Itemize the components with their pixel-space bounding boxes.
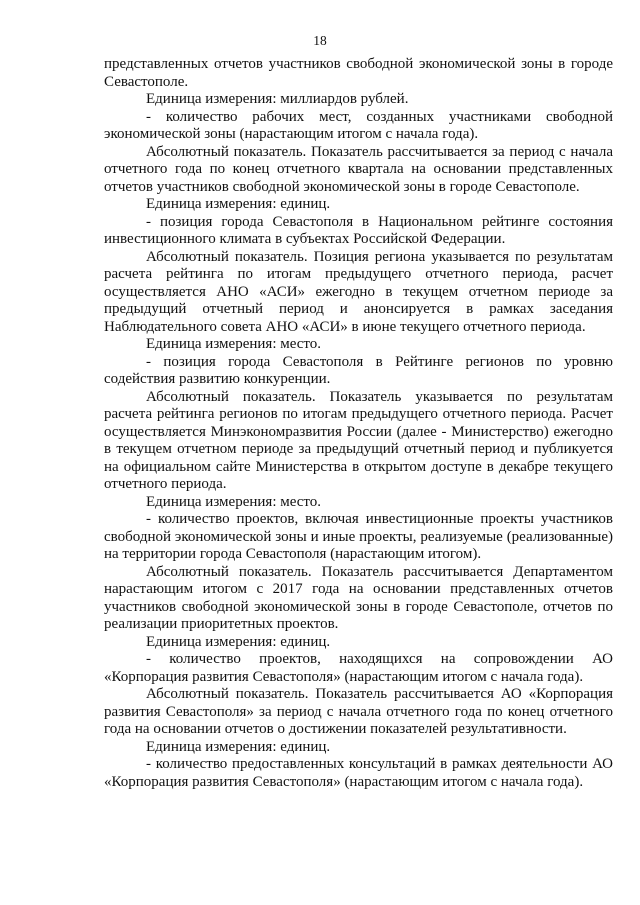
- paragraph: Абсолютный показатель. Показатель указывается по результатам расчета рейтинга регионов по итогам предыдущего отчетного периода. Расчет осуществляется Минэкономразвития России (далее - Министерство) ежегодно в текущем отчетном периоде за предыдущий отчетный период и публикуется на официальном сайте Министерства в открытом доступе в декабре текущего отчетного периода.: [104, 388, 613, 492]
- paragraph: Единица измерения: единиц.: [146, 738, 331, 755]
- paragraph: Единица измерения: место.: [146, 336, 322, 352]
- paragraph: Единица измерения: миллиардов рублей.: [146, 91, 409, 107]
- document-body: [104, 56, 613, 791]
- paragraph: Единица измерения: место.: [146, 493, 322, 510]
- paragraph: - количество предоставленных консультаций в рамках деятельности АО «Корпорация развития Севастополя» (нарастающим итогом с начала года).: [104, 756, 613, 790]
- page-number: 18: [313, 33, 327, 48]
- paragraph: представленных отчетов участников свободной экономической зоны в городе Севастополе.: [104, 56, 613, 90]
- paragraph: Единица измерения: единиц.: [146, 633, 331, 650]
- paragraph: Абсолютный показатель. Позиция региона указывается по результатам расчета рейтинга по итогам предыдущего отчетного периода, расчет осуществляется АНО «АСИ» ежегодно в текущем отчетном периоде за предыдущий отчетный период и анонсируется в рамках заседания Наблюдательного совета АНО «АСИ» в июне текущего отчетного периода.: [104, 248, 613, 335]
- paragraph: Единица измерения: единиц.: [146, 196, 331, 212]
- paragraph: - позиция города Севастополя в Рейтинге регионов по уровню содействия развитию конкуренции.: [104, 353, 613, 387]
- paragraph: - количество проектов, находящихся на сопровождении АО «Корпорация развития Севастополя» (нарастающим итогом с начала года).: [104, 651, 613, 685]
- paragraph: - количество проектов, включая инвестиционные проекты участников свободной экономической зоны и иные проекты, реализуемые (реализованные) на территории города Севастополя (нарастающим итогом).: [104, 511, 613, 562]
- paragraph: Абсолютный показатель. Показатель рассчитывается Департаментом нарастающим итогом с 2017 года на основании представленных отчетов участников свободной экономической зоны в городе Севастополе, отчетов по реализации приоритетных проектов.: [104, 563, 613, 632]
- paragraph: - количество рабочих мест, созданных участниками свободной экономической зоны (нарастающим итогом с начала года).: [104, 108, 613, 142]
- paragraph: Абсолютный показатель. Показатель рассчитывается АО «Корпорация развития Севастополя» за период с начала отчетного года по конец отчетного года на основании отчетов о достижении показателей результативности.: [104, 686, 613, 737]
- paragraph: Абсолютный показатель. Показатель рассчитывается за период с начала отчетного года по конец отчетного квартала на основании представленных отчетов участников свободной экономической зоны в городе Севастополе.: [104, 143, 613, 195]
- paragraph: - позиция города Севастополя в Национальном рейтинге состояния инвестиционного климата в субъектах Российской Федерации.: [104, 213, 613, 247]
